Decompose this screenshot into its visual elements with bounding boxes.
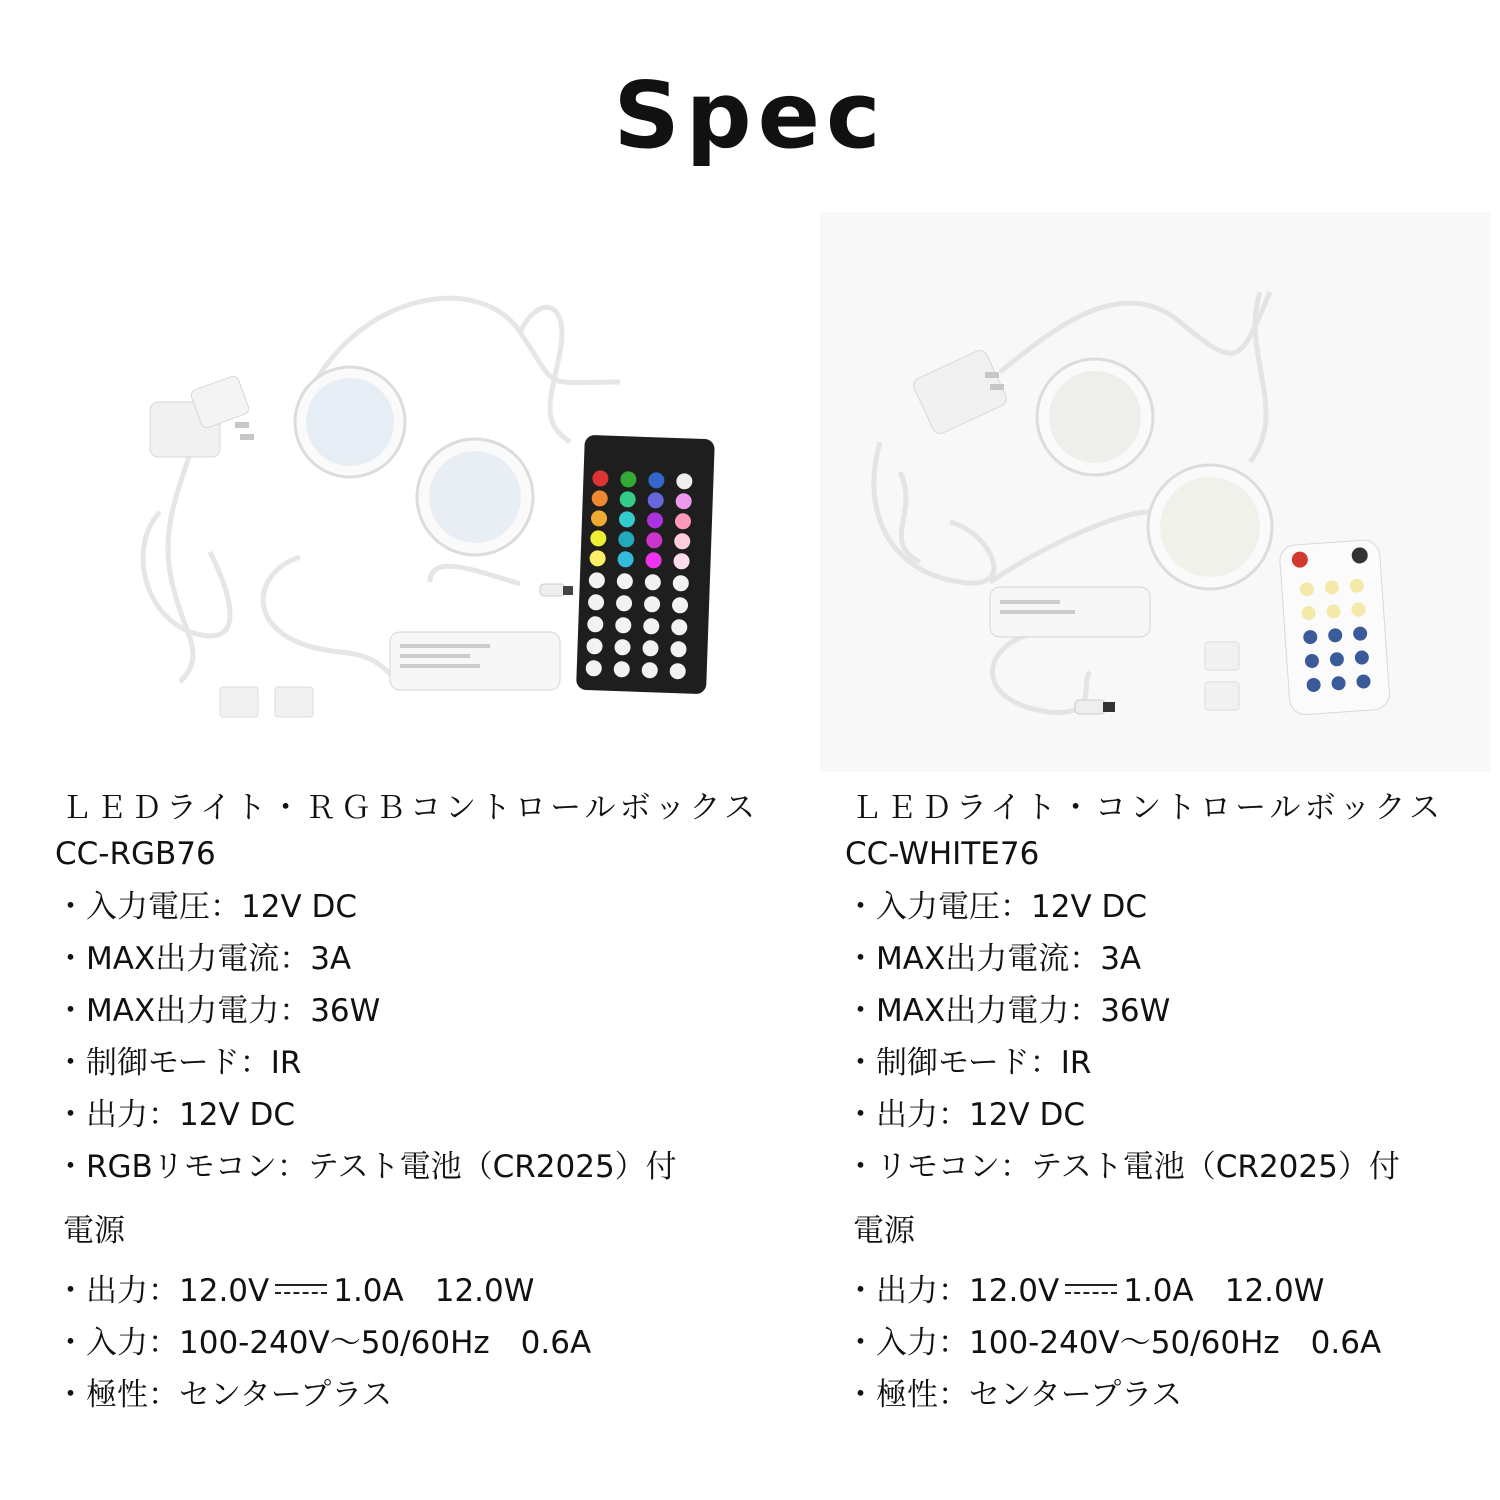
white-product-photo xyxy=(820,212,1490,772)
dc-symbol-icon xyxy=(275,1284,327,1298)
rgb-product-photo xyxy=(100,212,740,772)
spec-item: ・ MAX出力電流：3A xyxy=(55,933,745,985)
rgb-product-name: ＬＥＤライト・ＲＧＢコントロールボックス xyxy=(61,790,760,826)
power-output xyxy=(845,1265,1465,1317)
spec-item: ・ リモコン：テスト電池（CR2025）付 xyxy=(845,1141,1465,1193)
page-title: Spec xyxy=(613,62,887,169)
spec-item: ・ RGBリモコン：テスト電池（CR2025）付 xyxy=(55,1141,745,1193)
power-output-voltage: 出力：12.0V xyxy=(86,1273,270,1309)
rgb-power-list xyxy=(55,1265,745,1421)
spec-item: ・ MAX出力電流：3A xyxy=(845,933,1465,985)
spec-item: ・ 入力電圧：12V DC xyxy=(55,881,745,933)
rgb-power-heading: 電源 xyxy=(63,1213,125,1249)
spec-item: ・ MAX出力電力：36W xyxy=(55,985,745,1037)
white-power-list xyxy=(845,1265,1465,1421)
dc-symbol-icon xyxy=(1065,1284,1117,1298)
white-power-heading: 電源 xyxy=(853,1213,915,1249)
spec-item: ・ 制御モード：IR xyxy=(845,1037,1465,1089)
white-model-number: CC-WHITE76 xyxy=(845,836,1040,872)
white-spec-block xyxy=(845,785,1465,1421)
white-product-name: ＬＥＤライト・コントロールボックス xyxy=(851,790,1445,826)
power-polarity: ・ 極性：センタープラス xyxy=(845,1369,1465,1421)
power-input: ・ 入力：100-240V～50/60Hz 0.6A xyxy=(55,1317,745,1369)
power-output xyxy=(55,1265,745,1317)
rgb-model-number: CC-RGB76 xyxy=(55,836,216,872)
spec-item: ・ 出力：12V DC xyxy=(55,1089,745,1141)
spec-item: ・ MAX出力電力：36W xyxy=(845,985,1465,1037)
spec-item: ・ 出力：12V DC xyxy=(845,1089,1465,1141)
power-output-voltage: 出力：12.0V xyxy=(876,1273,1060,1309)
rgb-spec-list xyxy=(55,881,745,1193)
power-input: ・ 入力：100-240V～50/60Hz 0.6A xyxy=(845,1317,1465,1369)
spec-item: ・ 入力電圧：12V DC xyxy=(845,881,1465,933)
rgb-spec-block xyxy=(55,785,760,1421)
spec-item: ・ 制御モード：IR xyxy=(55,1037,745,1089)
power-output-current: 1.0A 12.0W xyxy=(333,1273,535,1309)
white-spec-list xyxy=(845,881,1465,1193)
power-output-current: 1.0A 12.0W xyxy=(1123,1273,1325,1309)
power-polarity: ・ 極性：センタープラス xyxy=(55,1369,745,1421)
